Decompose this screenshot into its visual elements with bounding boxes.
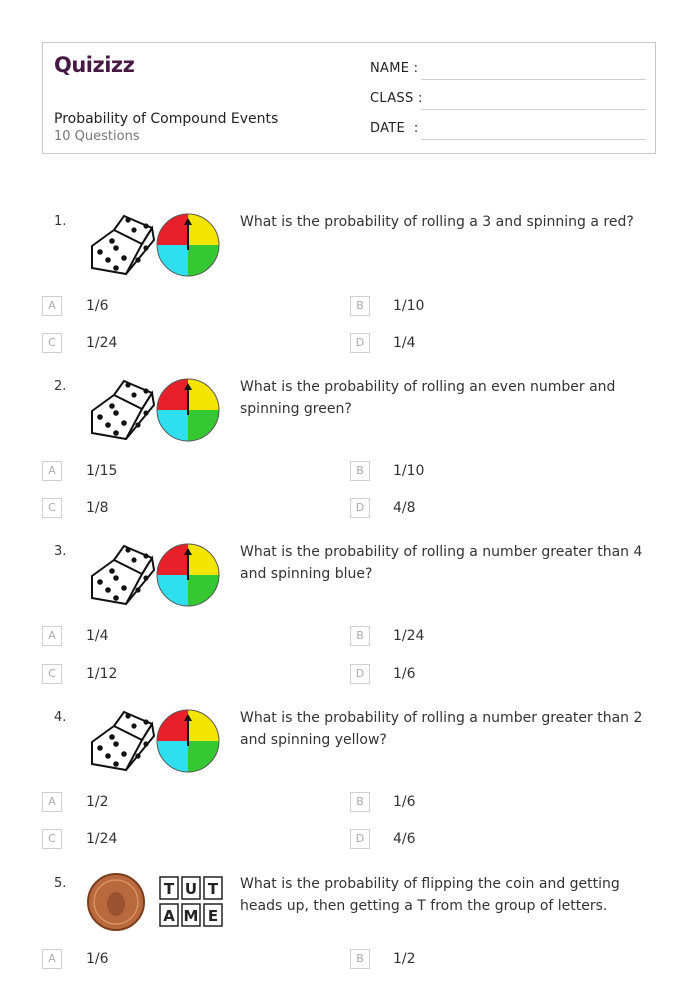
option-letter-a[interactable]: A [42, 296, 62, 316]
coin-and-letter-tiles-image [86, 870, 236, 934]
option-value[interactable]: 1/10 [393, 298, 425, 314]
option-value[interactable]: 1/24 [393, 628, 425, 644]
option-value[interactable]: 1/2 [86, 794, 109, 810]
option-value[interactable]: 1/10 [393, 463, 425, 479]
question-text: What is the probability of rolling an even number and spinning green? [240, 379, 616, 417]
option-value[interactable]: 1/6 [86, 951, 109, 967]
worksheet-header [42, 42, 656, 154]
option-value[interactable]: 1/24 [86, 831, 118, 847]
dice-and-spinner-image [86, 208, 222, 278]
option-letter-d[interactable]: D [350, 664, 370, 684]
tile-letter: T [163, 880, 175, 898]
option-letter-a[interactable]: A [42, 792, 62, 812]
question-number: 3. [54, 544, 67, 559]
question-text: What is the probability of rolling a number greater than 2 and spinning yellow? [240, 710, 643, 748]
option-value[interactable]: 1/4 [393, 335, 416, 351]
option-letter-d[interactable]: D [350, 829, 370, 849]
option-value[interactable]: 1/24 [86, 335, 118, 351]
name-label: NAME : [370, 61, 419, 76]
option-letter-a[interactable]: A [42, 461, 62, 481]
question-text: What is the probability of flipping the coin and getting heads up, then getting a T from the group of letters. [240, 876, 620, 914]
option-value[interactable]: 1/6 [393, 794, 416, 810]
date-label: DATE : [370, 121, 419, 136]
tile-letter: E [207, 907, 219, 925]
tile-letter: T [207, 880, 219, 898]
option-letter-b[interactable]: B [350, 949, 370, 969]
option-letter-c[interactable]: C [42, 333, 62, 353]
dice-and-spinner-image [86, 704, 222, 774]
option-value[interactable]: 1/8 [86, 500, 109, 516]
tile-letter: U [184, 880, 198, 898]
option-value[interactable]: 4/8 [393, 500, 416, 516]
option-value[interactable]: 1/4 [86, 628, 109, 644]
option-letter-c[interactable]: C [42, 829, 62, 849]
option-value[interactable]: 1/12 [86, 666, 118, 682]
dice-and-spinner-image [86, 538, 222, 608]
question-text: What is the probability of rolling a 3 and spinning a red? [240, 214, 634, 230]
class-line[interactable] [421, 109, 646, 110]
option-value[interactable]: 1/15 [86, 463, 118, 479]
question-number: 1. [54, 214, 67, 229]
question-text: What is the probability of rolling a number greater than 4 and spinning blue? [240, 544, 643, 582]
question-number: 2. [54, 379, 67, 394]
option-letter-a[interactable]: A [42, 626, 62, 646]
name-line[interactable] [421, 79, 646, 80]
dice-and-spinner-image [86, 373, 222, 443]
worksheet-title: Probability of Compound Events [54, 111, 279, 127]
tile-letter: A [163, 907, 175, 925]
option-letter-a[interactable]: A [42, 949, 62, 969]
option-value[interactable]: 4/6 [393, 831, 416, 847]
question-count: 10 Questions [54, 129, 140, 144]
tile-letter: M [183, 907, 199, 925]
date-line[interactable] [421, 139, 646, 140]
question-number: 5. [54, 876, 67, 891]
option-value[interactable]: 1/6 [86, 298, 109, 314]
option-letter-b[interactable]: B [350, 461, 370, 481]
quizizz-logo: Quizizz [54, 53, 135, 77]
option-letter-d[interactable]: D [350, 333, 370, 353]
option-letter-c[interactable]: C [42, 498, 62, 518]
option-letter-c[interactable]: C [42, 664, 62, 684]
class-label: CLASS : [370, 91, 423, 106]
option-letter-b[interactable]: B [350, 296, 370, 316]
option-letter-b[interactable]: B [350, 792, 370, 812]
option-value[interactable]: 1/6 [393, 666, 416, 682]
option-letter-d[interactable]: D [350, 498, 370, 518]
option-letter-b[interactable]: B [350, 626, 370, 646]
question-number: 4. [54, 710, 67, 725]
option-value[interactable]: 1/2 [393, 951, 416, 967]
